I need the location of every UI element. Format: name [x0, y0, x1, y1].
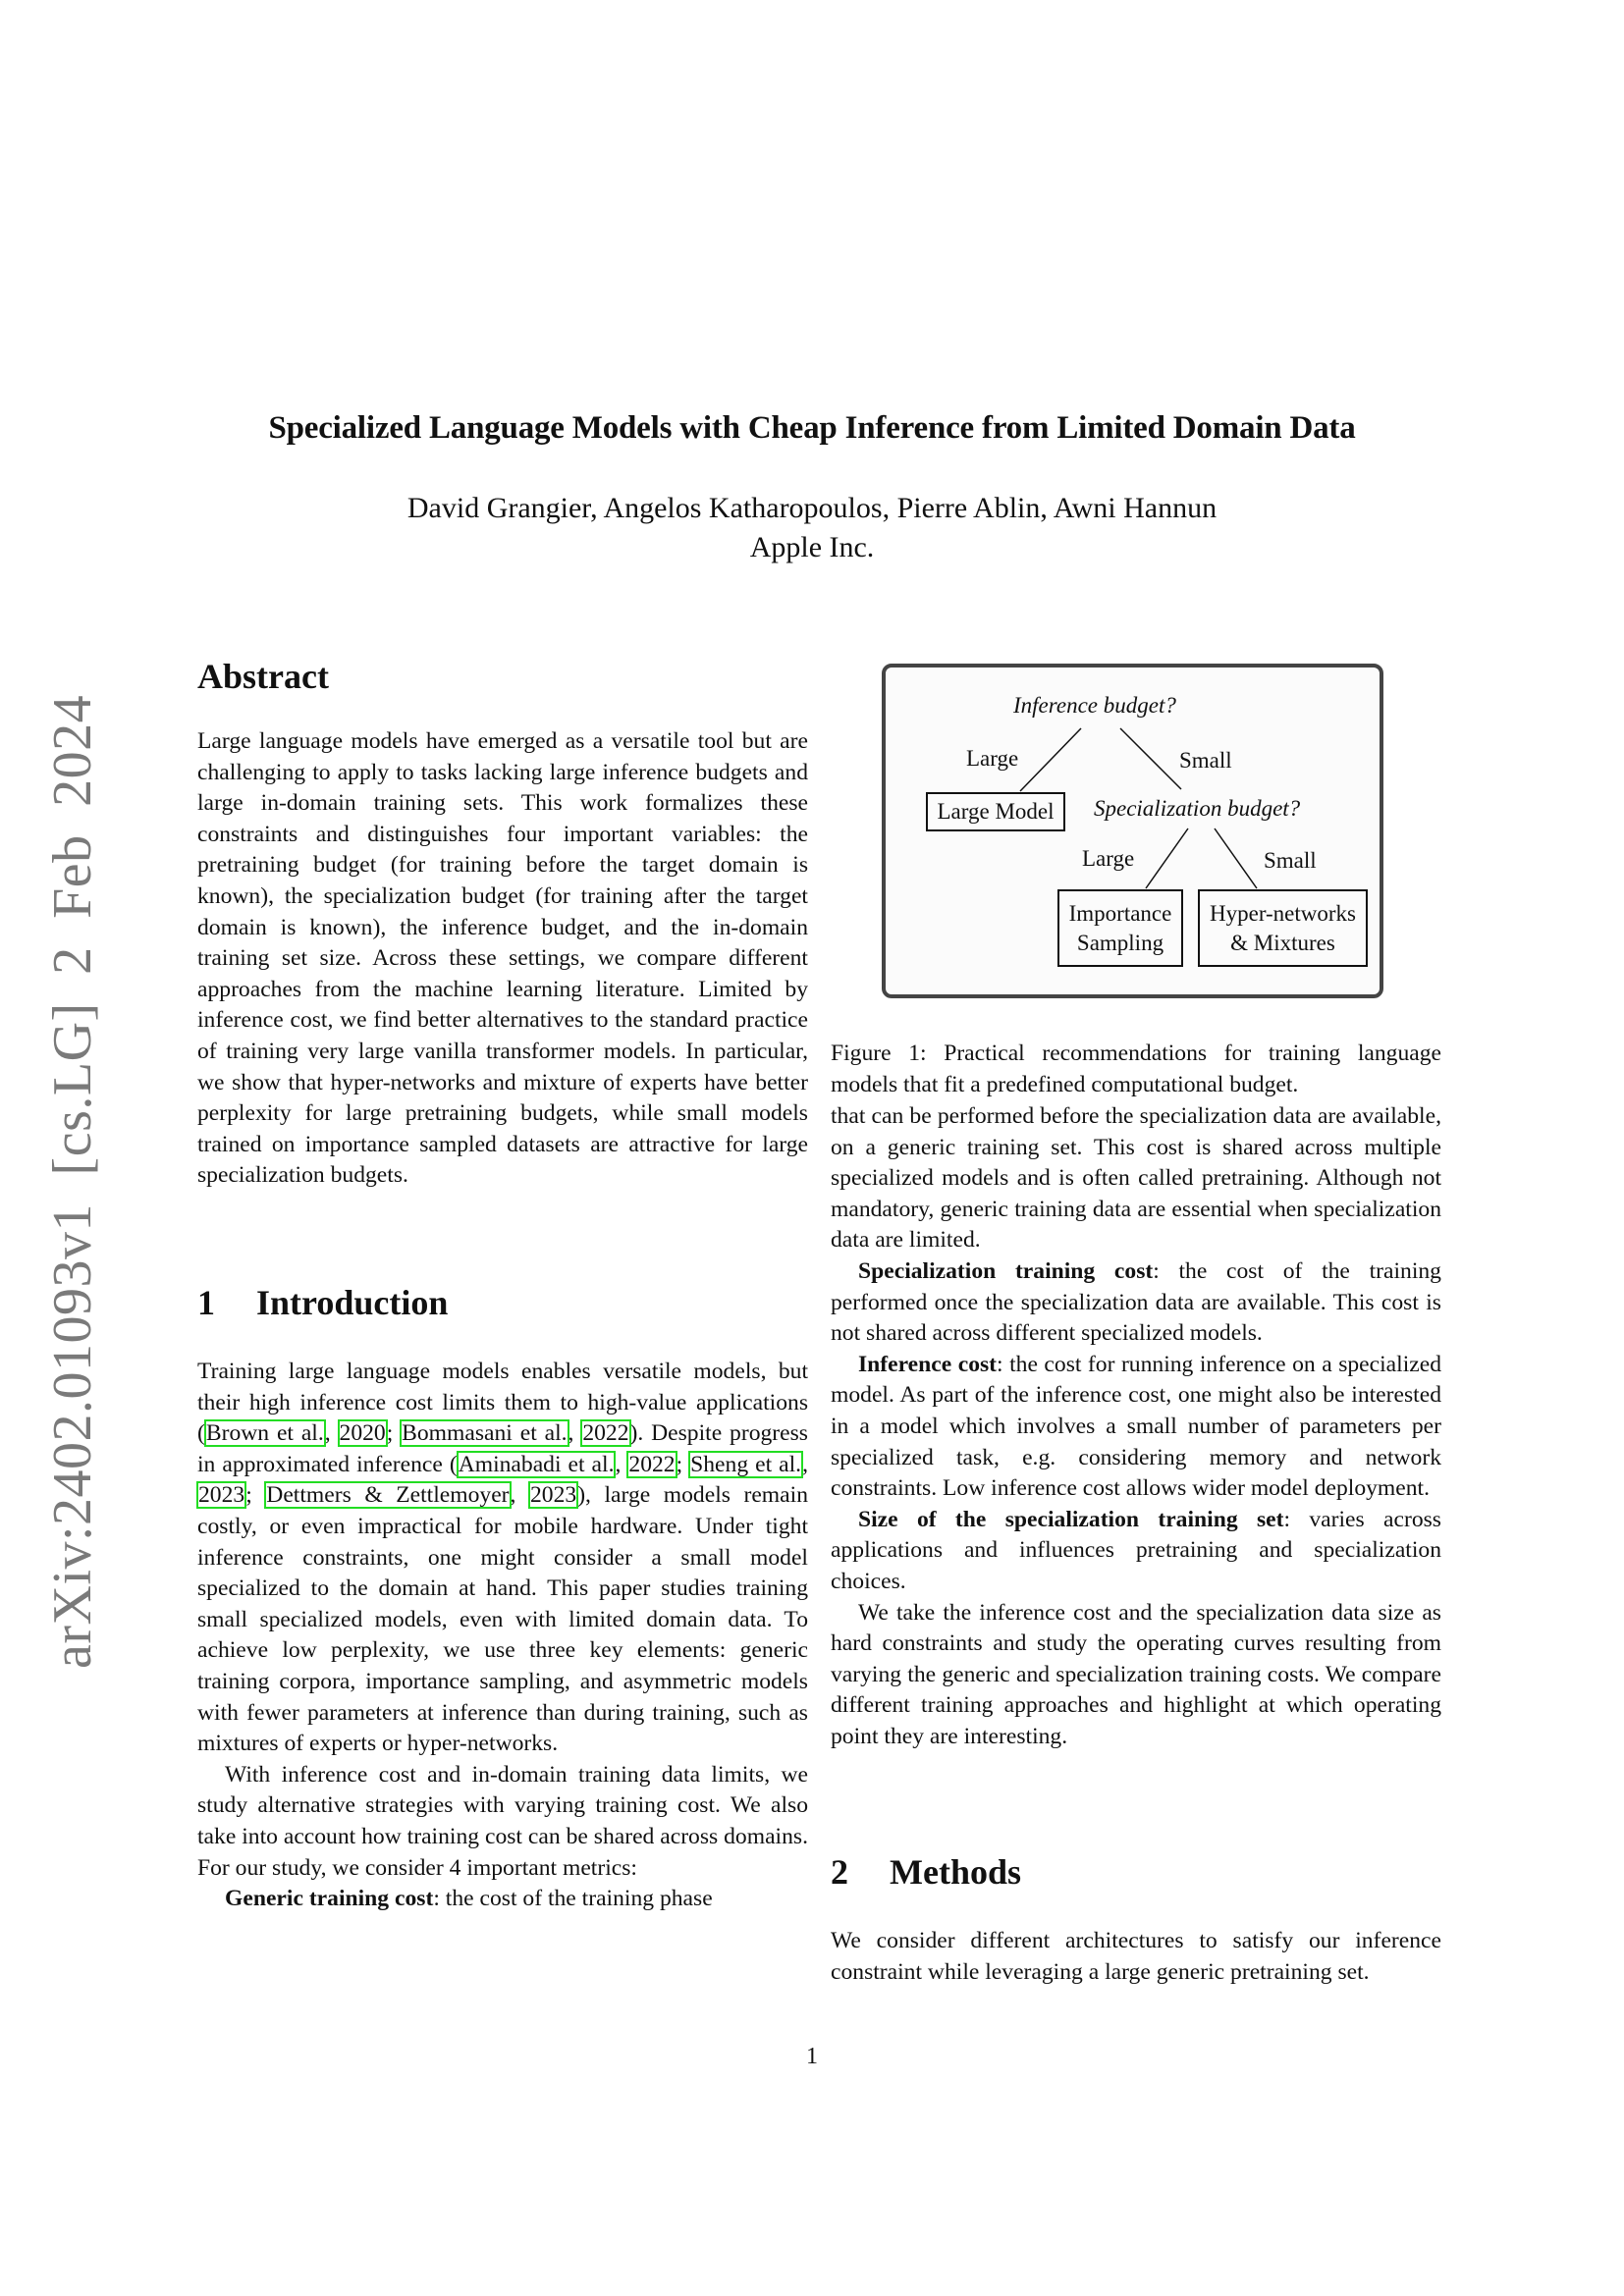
citation-link-dettmers[interactable]: Dettmers & Zettlemoyer [266, 1482, 510, 1509]
leaf-large-model: Large Model [926, 792, 1065, 831]
leaf-line: Importance [1068, 901, 1172, 926]
text-run: Training large language models enables versatile models, but their high inference cost limits them to high-value applications ( [197, 1359, 808, 1447]
sub-edge-label-small: Small [1264, 848, 1317, 873]
paragraph-hard-constraints: We take the inference cost and the specialization data size as hard constraints and study the operating curves resulting from varying the generic and specialization training costs. We compare different training approaches and highlight at which operating point they are interesting. [831, 1599, 1441, 1749]
paper-title: Specialized Language Models with Cheap Inference from Limited Domain Data [268, 410, 1356, 446]
right-column-body [831, 1101, 1441, 1752]
section-heading-methods [831, 1851, 1021, 1893]
citation-year-link-bommasani[interactable]: 2022 [582, 1420, 629, 1447]
citation-year-link-brown[interactable]: 2020 [339, 1420, 386, 1447]
term-generic-training-cost: Generic training cost [225, 1886, 434, 1912]
intro-paragraph-1: Training large language models enables versatile models, but their high inference cost limits them to high-value applications (Brown et al., 2020; Bommasani et al., 2022). Despite progress in approximated inference (Aminabadi et al., 2022; Sheng et al., 2023; Dettmers & Zettlemoyer, 2023), large models remain costly, or even impractical for mobile hardware. Under tight inference constraints, one might consider a small model specialized to the domain at hand. This paper studies training small specialized models, even with limited domain data. To achieve low perplexity, we use three key elements: generic training corpora, importance sampling, and asymmetric models with fewer parameters at inference than during training, such as mixtures of experts or hyper-networks. [197, 1359, 808, 1757]
abstract-text: Large language models have emerged as a versatile tool but are challenging to apply to tasks lacking large inference budgets and large in-domain training sets. This work formalizes these constraints and distinguishes four important variables: the pretraining budget (for training before the target domain is known), the specialization budget (for training after the target domain is known), the inference budget, and the in-domain training set size. Across these settings, we compare different approaches from the machine learning literature. Limited by inference cost, we find better alternatives to the standard practice of training very large vanilla transformer models. In particular, we show that hyper-networks and mixture of experts have better perplexity for large pretraining budgets, while small models trained on importance sampled datasets are attractive for large specialization budgets. [197, 728, 808, 1189]
edge-label-small: Small [1179, 748, 1232, 773]
term-specialization-training-cost: Specialization training cost [858, 1257, 1154, 1284]
section-number: 2 [831, 1852, 848, 1892]
arxiv-identifier-stamp: arXiv:2402.01093v1 [cs.LG] 2 Feb 2024 [42, 694, 103, 1669]
abstract-heading: Abstract [197, 657, 329, 696]
section-title: Methods [890, 1852, 1021, 1892]
affiliation: Apple Inc. [749, 531, 875, 563]
text-run: ). Despite progress in approximated inference ( [197, 1420, 808, 1477]
citation-link-brown[interactable]: Brown et al. [205, 1420, 324, 1447]
text-run: : the cost of the training phase [433, 1886, 713, 1912]
intro-paragraph-2: With inference cost and in-domain training data limits, we study alternative strategies with varying training cost. We also take into account how training cost can be shared across domains. For our study, we consider 4 important metrics: [197, 1761, 808, 1881]
text-run: ), large models remain costly, or even impractical for mobile hardware. Under tight inference constraints, one might consider a small model specialized to the domain at hand. This paper studies training small specialized models, even with limited domain data. To achieve low perplexity, we use three key elements: generic training corpora, importance sampling, and asymmetric models with fewer parameters at inference than during training, such as mixtures of experts or hyper-networks. [197, 1482, 808, 1757]
paragraph-training-set-size [831, 1505, 1441, 1598]
section-number: 1 [197, 1283, 215, 1322]
methods-body [831, 1926, 1441, 1988]
methods-paragraph: We consider different architectures to satisfy our inference constraint while leveraging a large generic pretraining set. [831, 1928, 1441, 1985]
introduction-body [197, 1357, 808, 1915]
leaf-importance-sampling [1057, 889, 1183, 967]
citation-link-aminabadi[interactable]: Aminabadi et al. [458, 1451, 615, 1477]
section-title: Introduction [256, 1283, 449, 1322]
paragraph-inference-cost [831, 1350, 1441, 1505]
leaf-hyper-networks-mixtures [1198, 889, 1368, 967]
author-block [0, 489, 1624, 567]
citation-link-bommasani[interactable]: Bommasani et al. [402, 1420, 568, 1447]
text-run: : the cost for running inference on a specialized model. As part of the inference cost, one might also be interested in a model which involves a small number of parameters per specialized task, e.g. considering memory and network constraints. Low inference cost allows wider model deployment. [831, 1351, 1441, 1502]
paragraph-specialization-cost [831, 1256, 1441, 1350]
edge-label-large: Large [966, 746, 1019, 771]
intro-paragraph-generic-cost [197, 1884, 808, 1915]
page-number: 1 [806, 2044, 818, 2069]
figure-1-caption: Figure 1: Practical recommendations for training language models that fit a predefined computational budget. [831, 1041, 1441, 1097]
figure-1-decision-tree [882, 664, 1383, 998]
text-run: : the cost of the training performed once the specialization data are available. This cost is not shared across different specialized models. [831, 1257, 1441, 1347]
leaf-line: Hyper-networks [1210, 901, 1356, 926]
root-question: Inference budget? [1013, 693, 1176, 718]
citation-year-link-dettmers[interactable]: 2023 [530, 1482, 577, 1509]
citation-year-link-aminabadi[interactable]: 2022 [628, 1451, 676, 1477]
text-run: : varies across applications and influences pretraining and specialization choices. [831, 1506, 1441, 1594]
author-list: David Grangier, Angelos Katharopoulos, Pierre Ablin, Awni Hannun [406, 492, 1218, 524]
section-heading-introduction [197, 1282, 448, 1323]
generic-cost-continuation: that can be performed before the specialization data are available, on a generic training set. This cost is shared across multiple specialized models and is often called pretraining. Although not mandatory, generic training data are essential when specialization data are limited. [831, 1103, 1441, 1254]
term-inference-cost: Inference cost [858, 1351, 998, 1377]
abstract-body [197, 726, 808, 1192]
sub-question: Specialization budget? [1094, 796, 1301, 821]
term-training-set-size: Size of the specialization training set [858, 1506, 1284, 1532]
leaf-line: & Mixtures [1230, 931, 1335, 955]
leaf-line: Sampling [1076, 931, 1164, 955]
citation-link-sheng[interactable]: Sheng et al. [690, 1451, 802, 1477]
citation-year-link-sheng[interactable]: 2023 [198, 1482, 245, 1509]
sub-edge-label-large: Large [1082, 846, 1135, 871]
